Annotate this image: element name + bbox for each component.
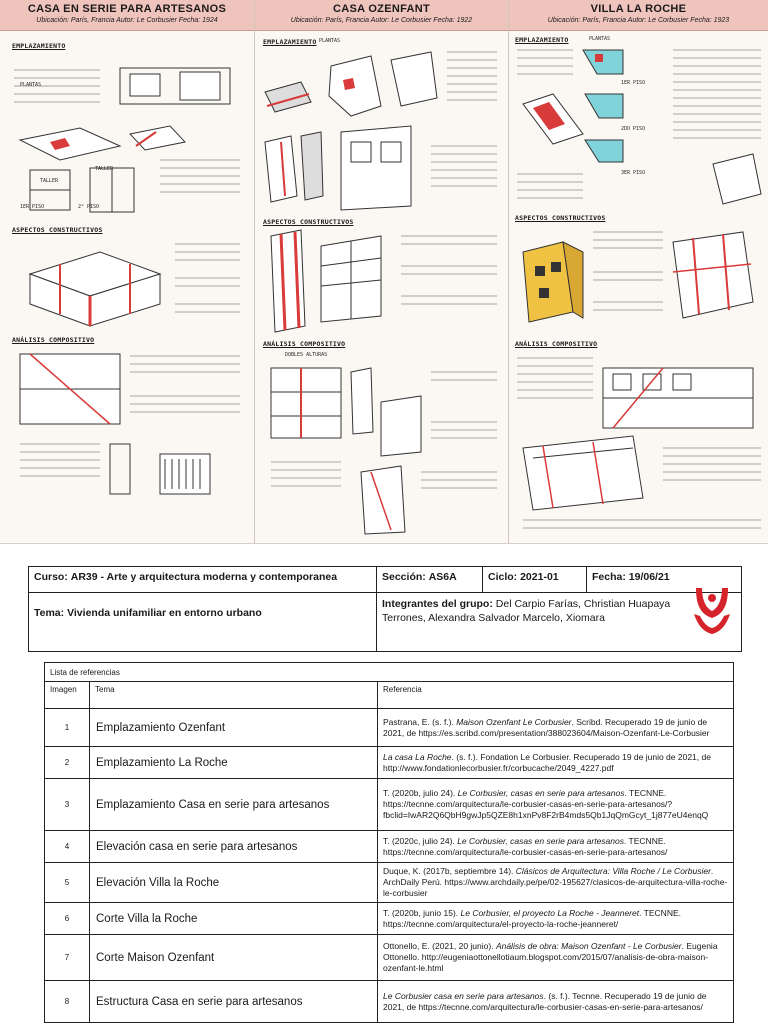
column-title: CASA EN SERIE PARA ARTESANOS [27, 3, 227, 15]
reference-row [45, 709, 734, 747]
column-meta: Ubicación: París, Francia Autor: Le Corbusier Fecha: 1923 [547, 17, 730, 24]
compositivo-sketch [261, 362, 501, 538]
sketch-label: 3ER PISO [621, 170, 646, 176]
column-header [509, 0, 768, 31]
section-label: EMPLAZAMIENTO [515, 36, 569, 44]
reference-number: 3 [45, 779, 90, 831]
curso-value: AR39 - Arte y arquitectura moderna y contemporanea [70, 571, 338, 583]
university-logo-icon [690, 584, 734, 636]
citation-author: Pastrana, E. (s. f.). [383, 716, 457, 727]
column-meta: Ubicación: París, Francia Autor: Le Corbusier Fecha: 1922 [290, 17, 473, 24]
reference-number: 1 [45, 709, 90, 747]
sketch-label: TALLER [95, 166, 114, 172]
citation-title: Clásicos de Arquitectura: Villa Roche / Le Corbusier [515, 866, 711, 876]
reference-number: 8 [45, 981, 90, 1023]
sketch-label: 1ER PISO [621, 80, 646, 86]
reference-tema: Elevación casa en serie para artesanos [90, 831, 378, 863]
sketch-label: DOBLES ALTURAS [285, 352, 328, 358]
citation-author: Duque, K. (2017b, septiembre 14). [383, 866, 516, 876]
reference-citation [378, 981, 734, 1023]
citation-source: . (s. f.). Tecnne. Recuperado 19 de junio de 2021, de https://tecnne.com/arquitectura/le-corbusier-casas-en-serie-para-artesanos/ [383, 990, 707, 1012]
citation-author: T. (2020b, julio 24). [383, 788, 458, 798]
sketch-label: PLANTAS [589, 36, 611, 42]
citation-author: Ottonello, E. (2021, 20 junio). [383, 941, 496, 951]
column-title: CASA OZENFANT [333, 3, 430, 15]
course-info-table [28, 566, 742, 652]
emplazamiento-sketch [10, 50, 244, 230]
header-tema: Tema [90, 682, 378, 709]
column-title: VILLA LA ROCHE [590, 3, 687, 15]
section-label: ANÁLISIS COMPOSITIVO [515, 340, 598, 348]
citation-source: . Scribd. Recuperado 19 de junio de 2021, de https://es.scribd.com/presentation/388023604/Maison-Ozenfant-Le-Corbusier [383, 716, 710, 738]
reference-tema: Elevación Villa la Roche [90, 863, 378, 903]
reference-tema: Estructura Casa en serie para artesanos [90, 981, 378, 1023]
compositivo-sketch [513, 348, 765, 538]
tema-cell [29, 593, 377, 651]
column-header [0, 0, 254, 31]
section-label: ASPECTOS CONSTRUCTIVOS [263, 218, 354, 226]
reference-citation [378, 903, 734, 935]
reference-tema: Emplazamiento La Roche [90, 747, 378, 779]
constructivos-sketch [10, 234, 244, 334]
reference-citation [378, 747, 734, 779]
citation-title: La casa La Roche [383, 751, 452, 762]
constructivos-sketch [261, 226, 501, 336]
section-label: ASPECTOS CONSTRUCTIVOS [12, 226, 103, 234]
citation-author: T. (2020c, julio 24). [383, 835, 458, 846]
fecha-label: Fecha: [592, 571, 626, 583]
references-body [45, 709, 734, 1023]
citation-title: Maison Ozenfant Le Corbusier [456, 716, 572, 727]
tema-value: Vivienda unifamiliar en entorno urbano [67, 607, 262, 619]
reference-row [45, 831, 734, 863]
references-header-row [45, 682, 734, 709]
citation-source: . ArchDaily Perú. https://www.archdaily.pe/pe/02-195627/clasicos-de-arquitectura-villa-roche-le-corbusier [383, 866, 728, 898]
reference-citation [378, 709, 734, 747]
column-meta: Ubicación: París, Francia Autor: Le Corbusier Fecha: 1924 [36, 17, 218, 24]
seccion-label: Sección: [382, 571, 426, 583]
seccion-cell [377, 567, 483, 593]
header-image: Imagen [45, 682, 90, 709]
reference-number: 6 [45, 903, 90, 935]
reference-tema: Corte Villa la Roche [90, 903, 378, 935]
integrantes-label: Integrantes del grupo: [382, 598, 493, 610]
reference-row [45, 747, 734, 779]
compositivo-sketch [10, 344, 244, 534]
section-label: EMPLAZAMIENTO [12, 42, 66, 50]
column-villa-la-roche [509, 0, 768, 543]
ciclo-label: Ciclo: [488, 571, 518, 583]
citation-title: Le Corbusier, casas en serie para artesanos [457, 835, 624, 846]
tema-label: Tema: [34, 607, 65, 619]
reference-tema: Emplazamiento Casa en serie para artesanos [90, 779, 378, 831]
reference-number: 4 [45, 831, 90, 863]
reference-row [45, 981, 734, 1023]
reference-citation [378, 935, 734, 981]
reference-number: 5 [45, 863, 90, 903]
sketch-label: PLANTAS [319, 38, 341, 44]
sketch-label: 1ER PISO [20, 204, 45, 210]
integrantes-cell [377, 593, 677, 651]
ciclo-cell [483, 567, 587, 593]
references-table [44, 662, 734, 1023]
curso-label: Curso: [34, 571, 68, 583]
citation-source: . TECNNE. https://tecnne.com/arquitectura/el-proyecto-la-roche-jeanneret/ [383, 907, 681, 929]
citation-title: Le Corbusier, el proyecto La Roche - Jeanneret [460, 907, 640, 918]
column-header [255, 0, 508, 31]
curso-cell [29, 567, 377, 593]
reference-row [45, 863, 734, 903]
emplazamiento-sketch [261, 46, 501, 216]
fecha-value: 19/06/21 [628, 571, 670, 583]
section-label: ANÁLISIS COMPOSITIVO [263, 340, 346, 348]
references-caption-row [45, 663, 734, 682]
citation-title: Le Corbusier, casas en serie para artesanos [457, 788, 625, 798]
section-label: EMPLAZAMIENTO [263, 38, 317, 46]
reference-number: 2 [45, 747, 90, 779]
sketch-label: 2DO PISO [621, 126, 646, 132]
section-label: ASPECTOS CONSTRUCTIVOS [515, 214, 606, 222]
sketch-label: 2° PISO [78, 204, 100, 210]
reference-citation [378, 779, 734, 831]
citation-author: T. (2020b, junio 15). [383, 907, 461, 918]
section-label: ANÁLISIS COMPOSITIVO [12, 336, 95, 344]
column-casa-artesanos [0, 0, 255, 543]
citation-source: . (s. f.). Fondation Le Corbusier. Recuperado 19 de junio de 2021, de http://www.fondationlecorbusier.fr/corbucache/2049_4227.pdf [383, 751, 711, 773]
citation-source: . TECNNE. https://tecnne.com/arquitectura/le-corbusier-casas-en-serie-para-artesanos/?fbclid=IwAR2Q6QbH9gwJp5QZE8h1xnPv8F2rB4mds5Qb1JqQmGcyt_1j877eU4enqQ [383, 788, 709, 820]
reference-tema: Corte Maison Ozenfant [90, 935, 378, 981]
citation-source: . Eugenia Ottonello. http://eugeniaottonellotiaum.blogspot.com/2015/07/analisis-de-obra-maison-ozenfant-le.html [383, 941, 718, 973]
citation-title: Análisis de obra: Maison Ozenfant - Le Corbusier [495, 941, 682, 951]
reference-tema: Emplazamiento Ozenfant [90, 709, 378, 747]
integrantes-value: Del Carpio Farías, Christian Huapaya Terrones, Alexandra Salvador Marcelo, Xiomara [382, 598, 671, 624]
citation-title: Le Corbusier casa en serie para artesanos [383, 990, 544, 1001]
seccion-value: AS6A [428, 571, 457, 583]
sketch-label: TALLER [40, 178, 59, 184]
reference-citation [378, 831, 734, 863]
references-caption: Lista de referencias [45, 663, 734, 682]
reference-number: 7 [45, 935, 90, 981]
citation-source: . TECNNE. https://tecnne.com/arquitectura/le-corbusier-casas-en-serie-para-artesanos/ [383, 835, 668, 857]
reference-row [45, 779, 734, 831]
reference-row [45, 935, 734, 981]
column-casa-ozenfant [255, 0, 509, 543]
reference-citation [378, 863, 734, 903]
header-referencia: Referencia [378, 682, 734, 709]
reference-row [45, 903, 734, 935]
ciclo-value: 2021-01 [520, 571, 559, 583]
sketch-label: PLANTAS [20, 82, 42, 88]
constructivos-sketch [513, 222, 765, 332]
